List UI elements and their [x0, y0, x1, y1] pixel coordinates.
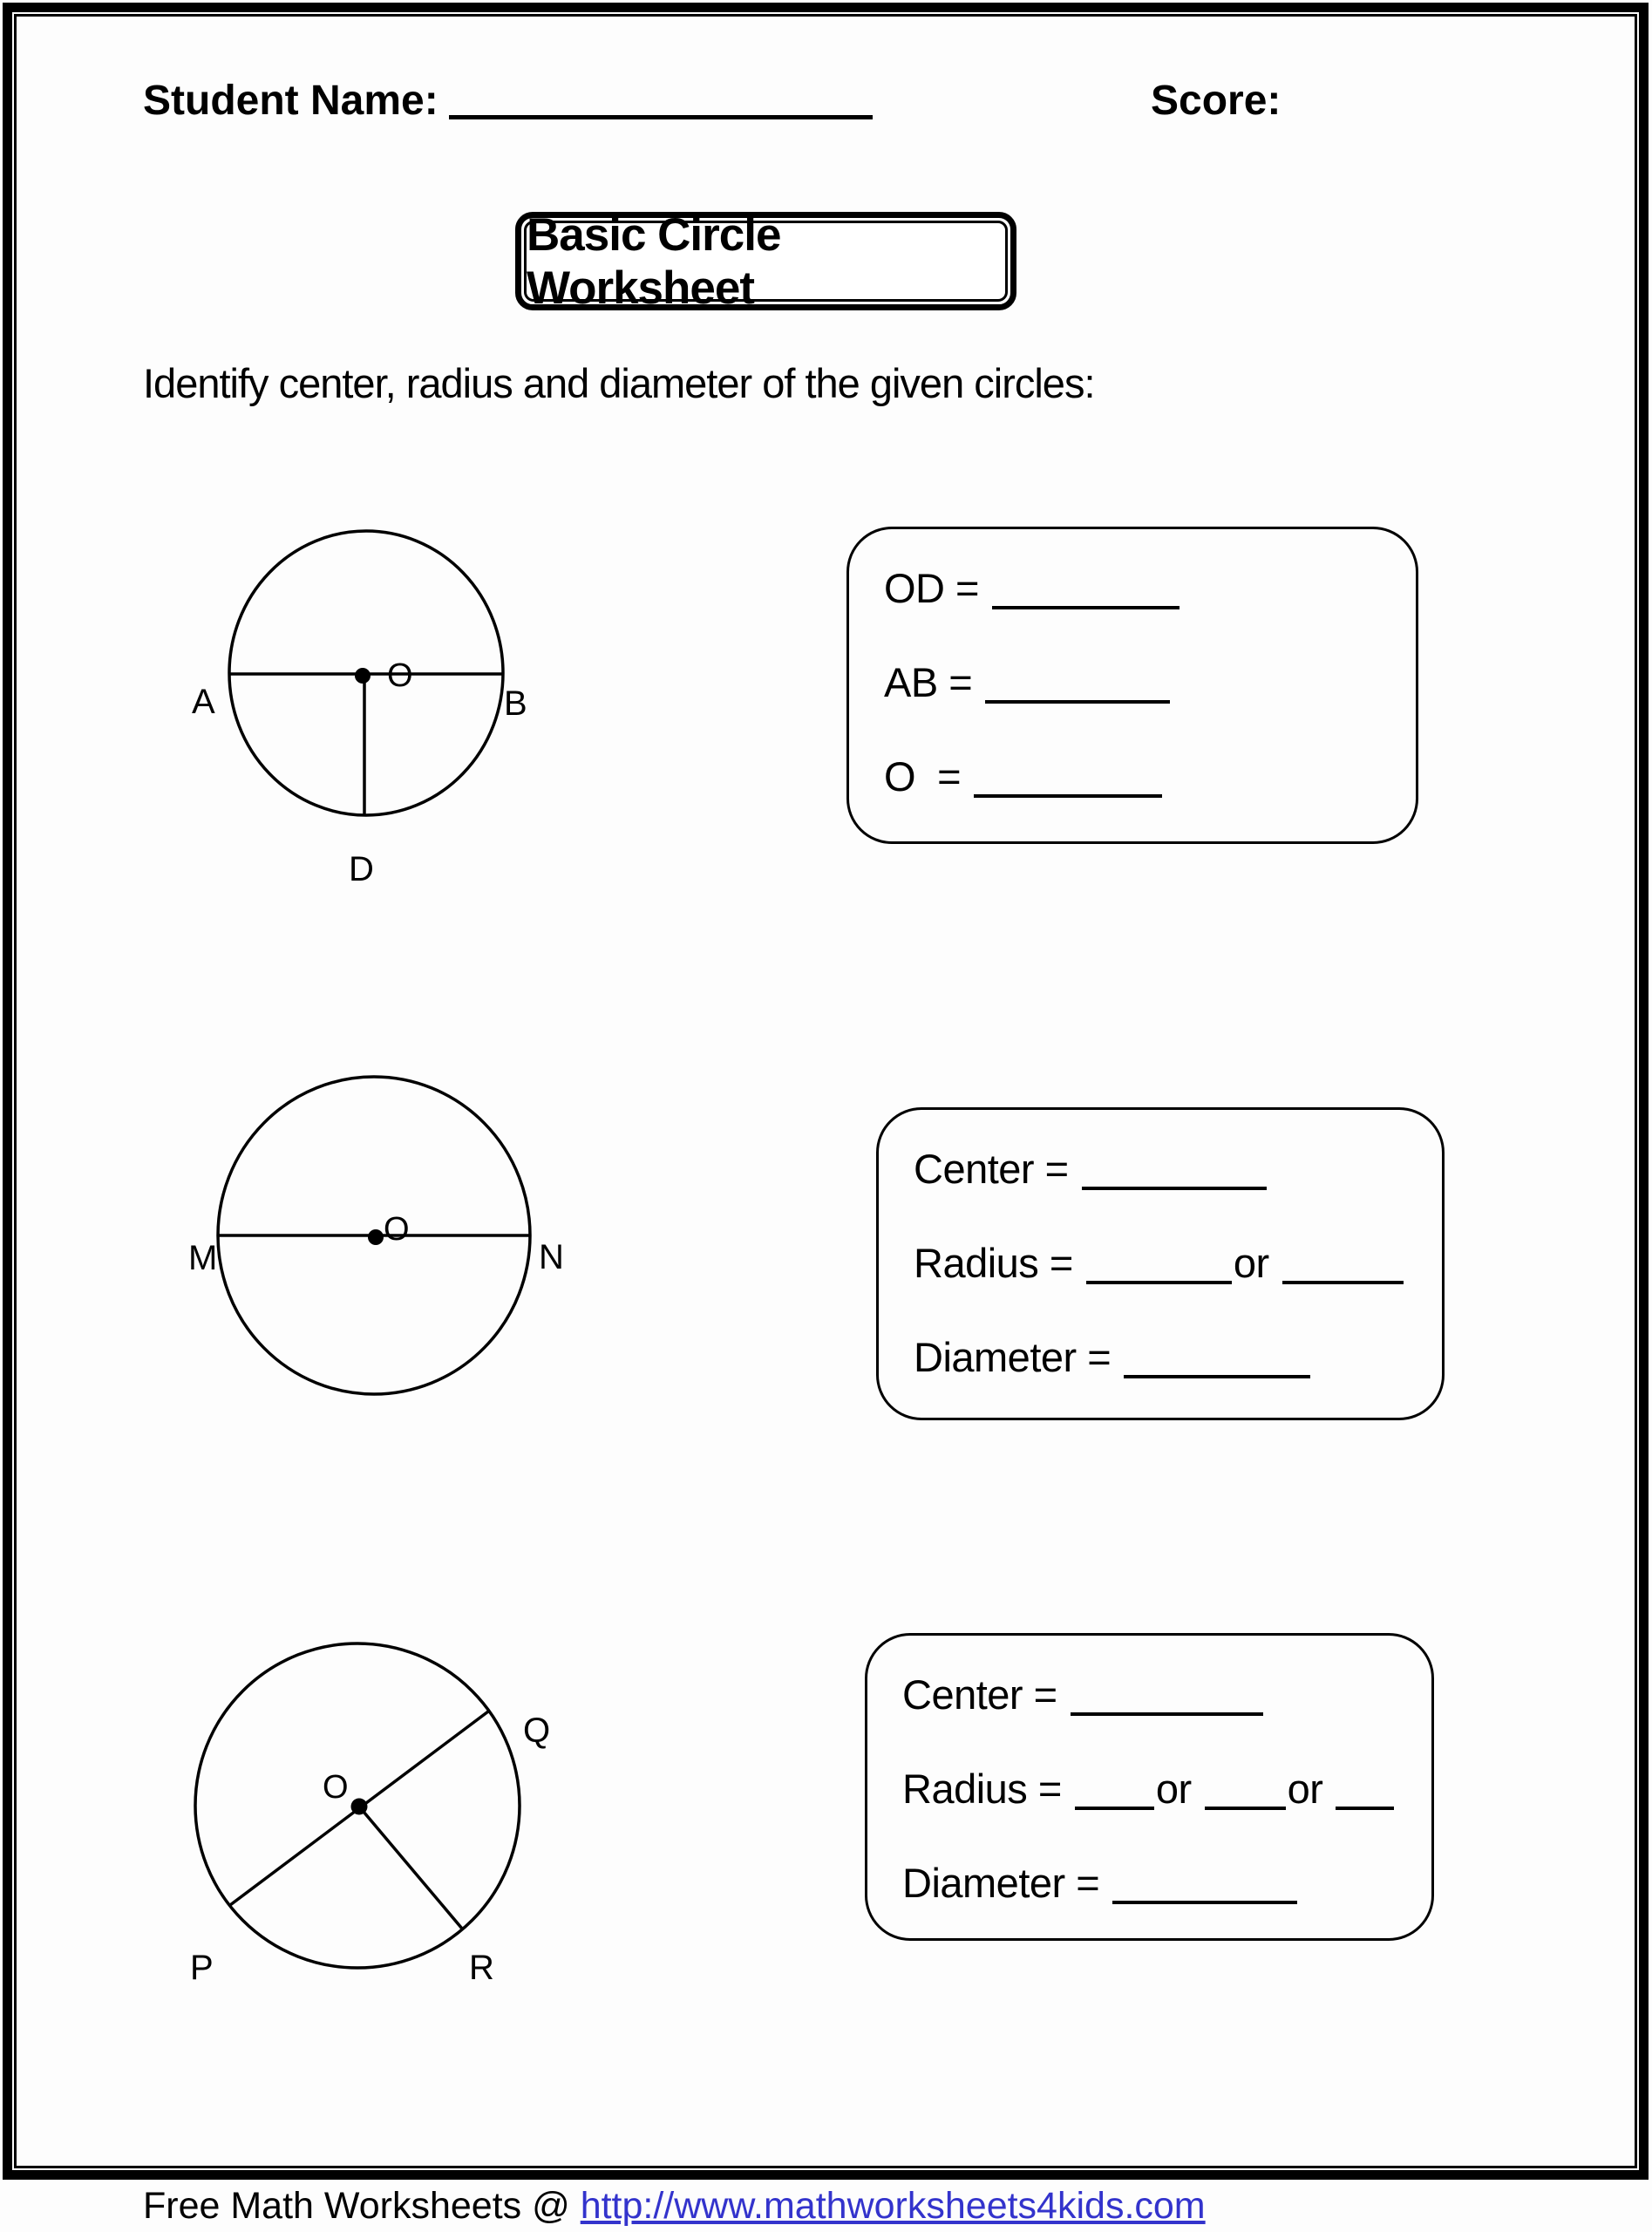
answer-row [914, 1145, 1442, 1190]
answer-label: Diameter = [902, 1860, 1100, 1906]
answer-blank[interactable] [974, 759, 1162, 798]
answer-blank[interactable] [1112, 1866, 1297, 1904]
answer-box-1 [846, 527, 1418, 844]
answer-blank[interactable] [1086, 1246, 1232, 1284]
answer-row [914, 1333, 1442, 1378]
circle-2-label-N: N [539, 1238, 564, 1276]
answer-blank[interactable] [1082, 1152, 1267, 1190]
answer-row [884, 658, 1416, 704]
answer-label: Center = [914, 1146, 1069, 1192]
answer-blank[interactable] [985, 665, 1170, 704]
answer-blank[interactable] [992, 571, 1180, 609]
answer-row [902, 1765, 1431, 1810]
answer-blank[interactable] [1205, 1772, 1286, 1810]
circle-3-label-O: O [323, 1769, 349, 1806]
worksheet-title-box-inner [524, 208, 1008, 314]
circle-3-radius-OR [359, 1807, 462, 1929]
score-label: Score: [1151, 78, 1281, 124]
circle-2-center-dot [368, 1229, 384, 1245]
instruction-text: Identify center, radius and diameter of the given circles: [143, 360, 1095, 406]
circle-1-label-A: A [192, 683, 215, 721]
answer-blank[interactable] [1075, 1772, 1154, 1810]
page-title: Basic Circle Worksheet [527, 208, 781, 314]
answer-row [884, 564, 1416, 609]
answer-blank[interactable] [1282, 1246, 1404, 1284]
answer-label: OD = [884, 565, 980, 611]
answer-row [902, 1671, 1431, 1716]
worksheet-title-box [515, 208, 1016, 314]
answer-row [914, 1239, 1442, 1284]
student-name-blank[interactable] [449, 82, 873, 119]
circle-1-label-D: D [349, 850, 374, 888]
circle-3-center-dot [351, 1799, 368, 1815]
circle-2-label-M: M [188, 1239, 218, 1277]
answer-label: or [1233, 1240, 1269, 1286]
answer-label: or [1287, 1766, 1323, 1812]
circle-figure-3 [139, 1622, 593, 2023]
footer-link[interactable]: http://www.mathworksheets4kids.com [580, 2185, 1206, 2227]
circle-figure-1 [157, 506, 575, 889]
circle-3-label-Q: Q [523, 1711, 551, 1750]
student-name-label: Student Name: [143, 78, 438, 124]
answer-row [902, 1859, 1431, 1904]
answer-label: Center = [902, 1671, 1057, 1718]
answer-box-2 [876, 1107, 1445, 1420]
answer-box-3 [865, 1633, 1434, 1941]
answer-label: AB = [884, 659, 973, 705]
answer-blank[interactable] [1124, 1340, 1310, 1378]
footer [143, 2185, 1206, 2227]
student-name-field [143, 77, 873, 124]
circle-1-center-dot [355, 668, 371, 684]
answer-label: or [1155, 1766, 1192, 1812]
circle-1-label-B: B [504, 684, 527, 723]
footer-text: Free Math Worksheets @ [143, 2185, 581, 2227]
circle-1-label-O: O [387, 657, 413, 694]
circle-2-label-O: O [384, 1211, 410, 1248]
answer-label: Radius = [902, 1766, 1062, 1812]
answer-row [884, 752, 1416, 798]
answer-label: Diameter = [914, 1334, 1112, 1380]
circle-3-label-P: P [190, 1949, 214, 1987]
answer-label: O = [884, 753, 962, 800]
answer-label: Radius = [914, 1240, 1073, 1286]
answer-blank[interactable] [1071, 1677, 1263, 1716]
circle-3-label-R: R [469, 1949, 494, 1987]
answer-blank[interactable] [1336, 1772, 1394, 1810]
circle-figure-2 [157, 1055, 610, 1447]
